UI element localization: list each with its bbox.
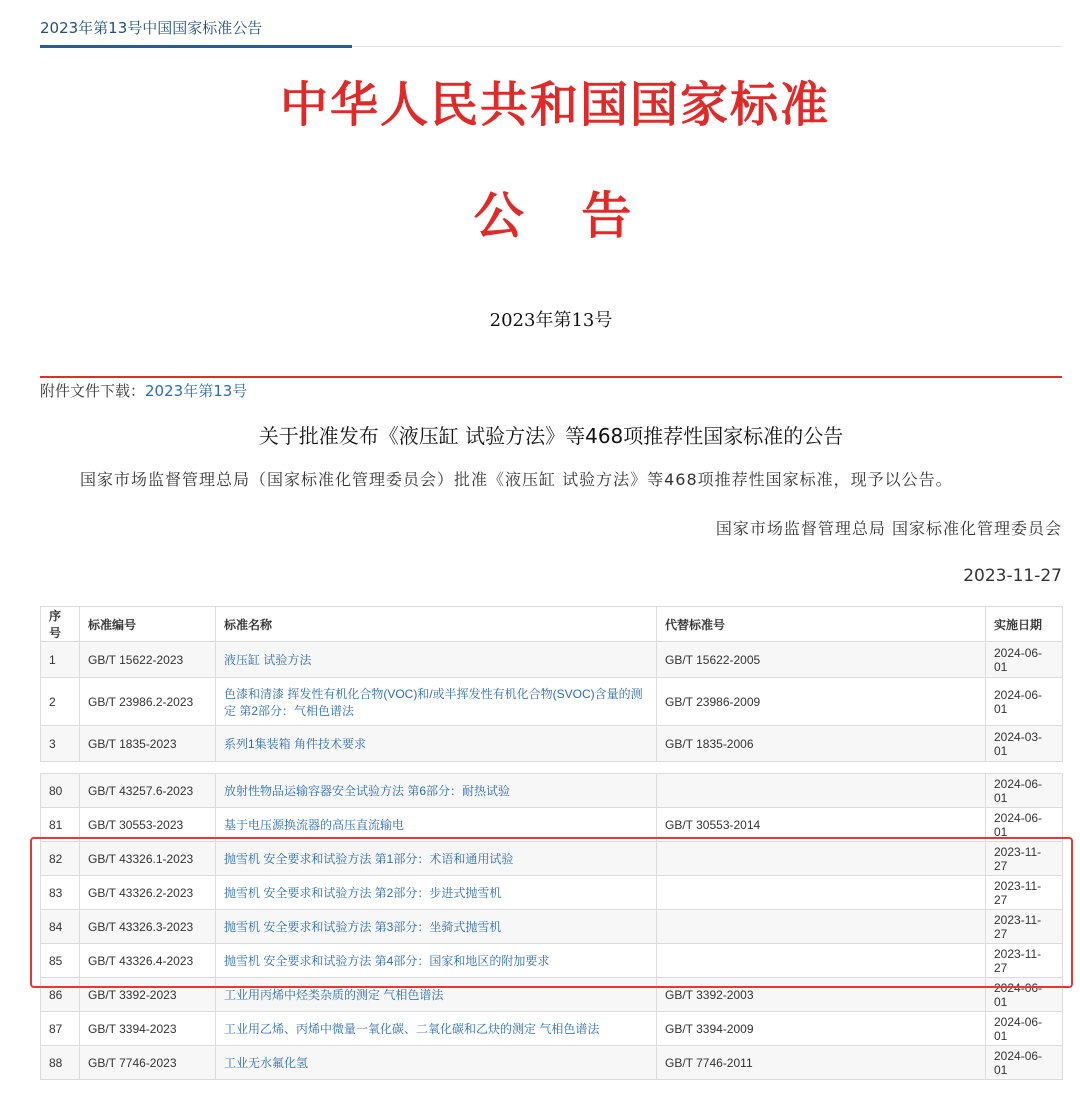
- standards-table-top: [40, 606, 1063, 762]
- cell-replaced: GB/T 1835-2006: [657, 726, 986, 762]
- cell-code: GB/T 43326.3-2023: [80, 910, 216, 944]
- cell-name: [216, 1046, 657, 1080]
- table-row: [41, 1012, 1063, 1046]
- cell-code: GB/T 30553-2023: [80, 808, 216, 842]
- table-row: [41, 910, 1063, 944]
- table-row: [41, 978, 1063, 1012]
- table-row: [41, 808, 1063, 842]
- cell-no: 85: [41, 944, 80, 978]
- col-header-code: 标准编号: [80, 607, 216, 642]
- cell-replaced: [657, 944, 986, 978]
- col-header-name: 标准名称: [216, 607, 657, 642]
- cell-no: 1: [41, 642, 80, 678]
- cell-name: [216, 642, 657, 678]
- cell-code: GB/T 23986.2-2023: [80, 678, 216, 726]
- cell-date: 2024-06-01: [986, 1046, 1063, 1080]
- cell-code: GB/T 43326.4-2023: [80, 944, 216, 978]
- standard-name-link[interactable]: 色漆和清漆 挥发性有机化合物(VOC)和/或半挥发性有机化合物(SVOC)含量的测定 第2部分：气相色谱法: [224, 686, 643, 718]
- notice-title: 关于批准发布《液压缸 试验方法》等468项推荐性国家标准的公告: [258, 424, 844, 448]
- standards-table-bottom: [40, 773, 1063, 1080]
- cell-replaced: GB/T 15622-2005: [657, 642, 986, 678]
- cell-code: GB/T 43257.6-2023: [80, 774, 216, 808]
- cell-date: 2024-06-01: [986, 774, 1063, 808]
- col-header-replaced: 代替标准号: [657, 607, 986, 642]
- standard-name-link[interactable]: 放射性物品运输容器安全试验方法 第6部分：耐热试验: [224, 784, 511, 798]
- cell-code: GB/T 1835-2023: [80, 726, 216, 762]
- cell-no: 82: [41, 842, 80, 876]
- cell-no: 81: [41, 808, 80, 842]
- cell-name: [216, 726, 657, 762]
- standard-name-link[interactable]: 抛雪机 安全要求和试验方法 第3部分：坐骑式抛雪机: [224, 920, 502, 934]
- cell-name: [216, 910, 657, 944]
- table-row: [41, 876, 1063, 910]
- cell-replaced: [657, 876, 986, 910]
- cell-code: GB/T 43326.2-2023: [80, 876, 216, 910]
- cell-replaced: GB/T 30553-2014: [657, 808, 986, 842]
- cell-code: GB/T 15622-2023: [80, 642, 216, 678]
- standard-name-link[interactable]: 基于电压源换流器的高压直流输电: [224, 818, 405, 832]
- issue-number: 2023年第13号: [489, 310, 613, 331]
- cell-date: 2024-06-01: [986, 642, 1063, 678]
- cell-no: 84: [41, 910, 80, 944]
- col-header-date: 实施日期: [986, 607, 1063, 642]
- notice-date: 2023-11-27: [963, 566, 1062, 586]
- standard-name-link[interactable]: 抛雪机 安全要求和试验方法 第1部分：术语和通用试验: [224, 852, 514, 866]
- cell-name: [216, 944, 657, 978]
- col-header-no: 序号: [41, 607, 80, 642]
- cell-no: 2: [41, 678, 80, 726]
- cell-code: GB/T 3394-2023: [80, 1012, 216, 1046]
- table-header-row: [41, 607, 1063, 642]
- cell-name: [216, 842, 657, 876]
- standard-name-link[interactable]: 液压缸 试验方法: [224, 653, 312, 667]
- attachment-row: [40, 380, 247, 401]
- page-subtitle: 公 告: [473, 186, 632, 245]
- breadcrumb-accent: [40, 45, 352, 48]
- cell-date: 2023-11-27: [986, 876, 1063, 910]
- cell-name: [216, 774, 657, 808]
- cell-no: 3: [41, 726, 80, 762]
- cell-date: 2024-06-01: [986, 978, 1063, 1012]
- standard-name-link[interactable]: 工业用乙烯、丙烯中微量一氧化碳、二氧化碳和乙炔的测定 气相色谱法: [224, 1022, 600, 1036]
- table-row: [41, 842, 1063, 876]
- cell-replaced: [657, 910, 986, 944]
- cell-no: 80: [41, 774, 80, 808]
- standard-name-link[interactable]: 系列1集装箱 角件技术要求: [224, 737, 367, 751]
- cell-no: 83: [41, 876, 80, 910]
- table-row: [41, 642, 1063, 678]
- cell-no: 88: [41, 1046, 80, 1080]
- table-row: [41, 944, 1063, 978]
- table-row: [41, 774, 1063, 808]
- cell-date: 2024-06-01: [986, 1012, 1063, 1046]
- cell-name: [216, 978, 657, 1012]
- standard-name-link[interactable]: 工业无水氟化氢: [224, 1056, 309, 1070]
- cell-replaced: GB/T 3392-2003: [657, 978, 986, 1012]
- table-row: [41, 726, 1063, 762]
- table-row: [41, 678, 1063, 726]
- table-break: [40, 762, 1062, 772]
- cell-date: 2023-11-27: [986, 842, 1063, 876]
- cell-date: 2023-11-27: [986, 944, 1063, 978]
- standard-name-link[interactable]: 抛雪机 安全要求和试验方法 第4部分：国家和地区的附加要求: [224, 954, 550, 968]
- standard-name-link[interactable]: 抛雪机 安全要求和试验方法 第2部分：步进式抛雪机: [224, 886, 502, 900]
- cell-replaced: GB/T 7746-2011: [657, 1046, 986, 1080]
- cell-no: 86: [41, 978, 80, 1012]
- cell-code: GB/T 3392-2023: [80, 978, 216, 1012]
- cell-date: 2024-03-01: [986, 726, 1063, 762]
- cell-date: 2024-06-01: [986, 678, 1063, 726]
- cell-name: [216, 808, 657, 842]
- red-divider: [40, 376, 1062, 378]
- cell-date: 2023-11-27: [986, 910, 1063, 944]
- cell-no: 87: [41, 1012, 80, 1046]
- breadcrumb[interactable]: 2023年第13号中国国家标准公告: [40, 19, 263, 37]
- cell-replaced: [657, 842, 986, 876]
- cell-name: [216, 1012, 657, 1046]
- cell-date: 2024-06-01: [986, 808, 1063, 842]
- page-title: 中华人民共和国国家标准: [279, 77, 830, 133]
- attachment-link[interactable]: 2023年第13号: [145, 382, 248, 400]
- cell-replaced: GB/T 3394-2009: [657, 1012, 986, 1046]
- cell-name: [216, 876, 657, 910]
- cell-code: GB/T 7746-2023: [80, 1046, 216, 1080]
- table-row: [41, 1046, 1063, 1080]
- notice-body: 国家市场监督管理总局（国家标准化管理委员会）批准《液压缸 试验方法》等468项推荐性国家标准，现予以公告。: [80, 470, 953, 489]
- attachment-label: 附件文件下载：: [40, 382, 146, 400]
- standard-name-link[interactable]: 工业用丙烯中烃类杂质的测定 气相色谱法: [224, 988, 444, 1002]
- cell-replaced: [657, 774, 986, 808]
- cell-replaced: GB/T 23986-2009: [657, 678, 986, 726]
- notice-signer: 国家市场监督管理总局 国家标准化管理委员会: [715, 519, 1062, 538]
- cell-code: GB/T 43326.1-2023: [80, 842, 216, 876]
- cell-name: [216, 678, 657, 726]
